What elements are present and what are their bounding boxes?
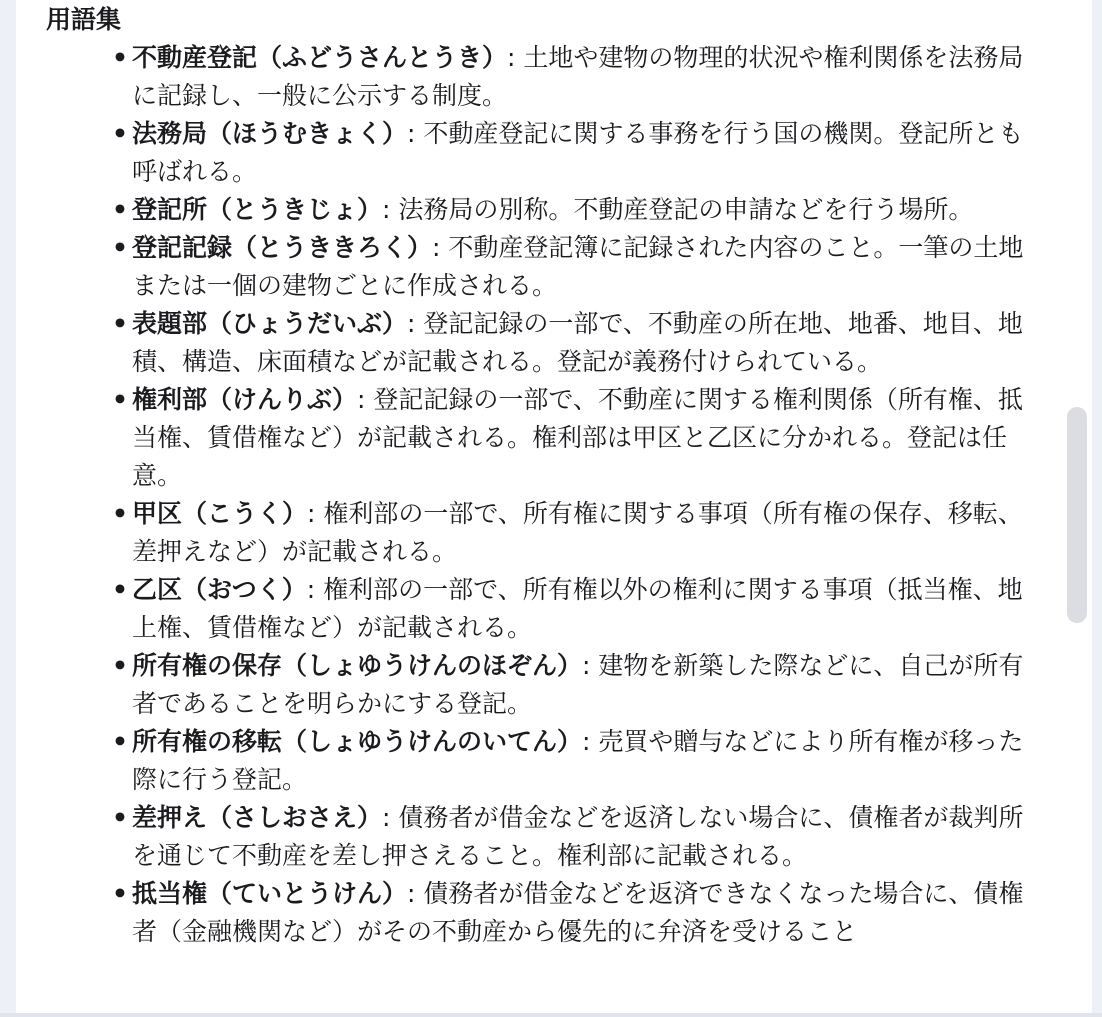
bottom-edge bbox=[0, 1013, 1102, 1017]
glossary-item bbox=[132, 875, 1032, 951]
term-name: 登記所（とうきじょ） bbox=[132, 195, 383, 224]
term-definition: : 権利部の一部で、所有権に関する事項（所有権の保存、移転、差押えなど）が記載される。 bbox=[132, 499, 1023, 566]
glossary-item bbox=[132, 799, 1032, 875]
term-name: 所有権の移転（しょゆうけんのいてん） bbox=[132, 727, 583, 756]
glossary-item bbox=[132, 647, 1032, 723]
glossary-item bbox=[132, 115, 1032, 191]
term-definition: : 登記記録の一部で、不動産に関する権利関係（所有権、抵当権、賃借権など）が記載される。権利部は甲区と乙区に分かれる。登記は任意。 bbox=[132, 385, 1023, 490]
glossary-item bbox=[132, 39, 1032, 115]
glossary-item bbox=[132, 723, 1032, 799]
term-name: 差押え（さしおさえ） bbox=[132, 803, 383, 832]
scrollbar-thumb[interactable] bbox=[1067, 407, 1087, 623]
term-definition: : 不動産登記簿に記録された内容のこと。一筆の土地または一個の建物ごとに作成される。 bbox=[132, 233, 1024, 300]
term-definition: : 売買や贈与などにより所有権が移った際に行う登記。 bbox=[132, 727, 1024, 794]
term-name: 登記記録（とうききろく） bbox=[132, 233, 433, 262]
term-definition: : 土地や建物の物理的状況や権利関係を法務局に記録し、一般に公示する制度。 bbox=[132, 43, 1024, 110]
glossary-item bbox=[132, 571, 1032, 647]
glossary-list bbox=[132, 39, 1032, 951]
term-name: 権利部（けんりぶ） bbox=[132, 385, 358, 414]
term-definition: : 不動産登記に関する事務を行う国の機関。登記所とも呼ばれる。 bbox=[132, 119, 1024, 186]
term-definition: : 債務者が借金などを返済できなくなった場合に、債権者（金融機関など）がその不動産から優先的に弁済を受けること bbox=[132, 879, 1024, 946]
glossary-heading: 用語集 bbox=[46, 5, 122, 34]
term-definition: : 登記記録の一部で、不動産の所在地、地番、地目、地積、構造、床面積などが記載される。登記が義務付けられている。 bbox=[132, 309, 1023, 376]
glossary-item bbox=[132, 229, 1032, 305]
glossary-item bbox=[132, 495, 1032, 571]
term-definition: : 債務者が借金などを返済しない場合に、債権者が裁判所を通じて不動産を差し押さえること。権利部に記載される。 bbox=[132, 803, 1024, 870]
term-name: 法務局（ほうむきょく） bbox=[132, 119, 408, 148]
glossary-item bbox=[132, 191, 1032, 229]
term-definition: : 建物を新築した際などに、自己が所有者であることを明らかにする登記。 bbox=[132, 651, 1024, 718]
glossary-item bbox=[132, 381, 1032, 495]
term-definition: : 法務局の別称。不動産登記の申請などを行う場所。 bbox=[382, 195, 974, 224]
term-definition: : 権利部の一部で、所有権以外の権利に関する事項（抵当権、地上権、賃借権など）が記載される。 bbox=[132, 575, 1023, 642]
term-name: 所有権の保存（しょゆうけんのほぞん） bbox=[132, 651, 583, 680]
term-name: 甲区（こうく） bbox=[132, 499, 308, 528]
term-name: 表題部（ひょうだいぶ） bbox=[132, 309, 408, 338]
term-name: 抵当権（ていとうけん） bbox=[132, 879, 408, 908]
term-name: 不動産登記（ふどうさんとうき） bbox=[132, 43, 508, 72]
content-panel bbox=[16, 0, 1092, 1013]
term-name: 乙区（おつく） bbox=[132, 575, 307, 604]
glossary-item bbox=[132, 305, 1032, 381]
